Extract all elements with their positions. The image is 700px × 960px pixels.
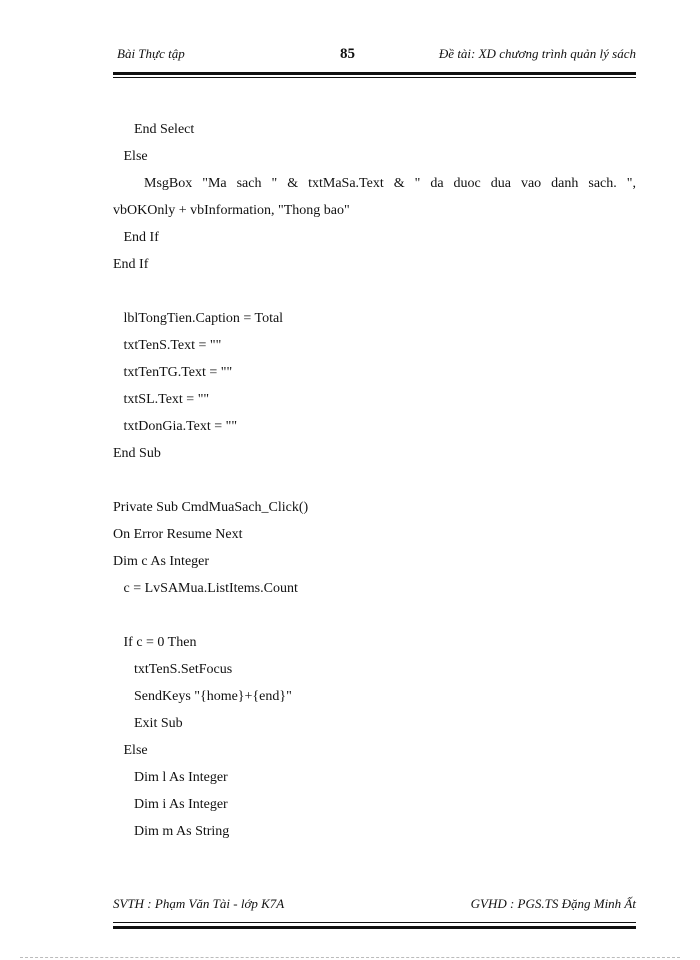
code-line: Exit Sub <box>113 716 183 731</box>
footer-right-text: GVHD : PGS.TS Đặng Minh Ất <box>470 896 636 911</box>
page-edge-divider <box>20 957 680 958</box>
footer-left-text: SVTH : Phạm Văn Tài - lớp K7A <box>113 896 285 911</box>
code-line: Else <box>113 743 148 758</box>
code-line: Dim l As Integer <box>113 770 228 785</box>
code-line: c = LvSAMua.ListItems.Count <box>113 581 298 596</box>
code-line: If c = 0 Then <box>113 635 197 650</box>
code-line: MsgBox "Ma sach " & txtMaSa.Text & " da duoc dua vao danh sach. ", <box>144 176 636 191</box>
header-left-text: Bài Thực tập <box>117 46 185 61</box>
code-line: SendKeys "{home}+{end}" <box>113 689 292 704</box>
header-rule-thick <box>113 72 636 75</box>
footer-rule-thin <box>113 922 636 923</box>
code-line: Private Sub CmdMuaSach_Click() <box>113 500 309 515</box>
code-line: txtTenTG.Text = "" <box>113 365 233 380</box>
code-line: On Error Resume Next <box>113 527 243 542</box>
code-line: End Sub <box>113 446 161 461</box>
code-line: txtTenS.SetFocus <box>113 662 233 677</box>
code-line: lblTongTien.Caption = Total <box>113 311 284 326</box>
code-line <box>113 282 636 302</box>
code-line <box>113 471 636 491</box>
code-line: Else <box>113 149 148 164</box>
code-line: vbOKOnly + vbInformation, "Thong bao" <box>113 203 350 218</box>
code-line: Dim m As String <box>113 824 230 839</box>
page-number: 85 <box>340 46 355 62</box>
code-line: txtDonGia.Text = "" <box>113 419 238 434</box>
code-line: End Select <box>113 122 195 137</box>
code-line: txtSL.Text = "" <box>113 392 210 407</box>
code-line: End If <box>113 257 149 272</box>
header-right-text: Đề tài: XD chương trình quản lý sách <box>438 46 636 61</box>
footer-rule-thick <box>113 926 636 929</box>
code-line: End If <box>113 230 159 245</box>
code-line: Dim c As Integer <box>113 554 210 569</box>
code-line: Dim i As Integer <box>113 797 228 812</box>
code-line: txtTenS.Text = "" <box>113 338 222 353</box>
code-line <box>113 606 636 626</box>
header-rule-thin <box>113 77 636 78</box>
